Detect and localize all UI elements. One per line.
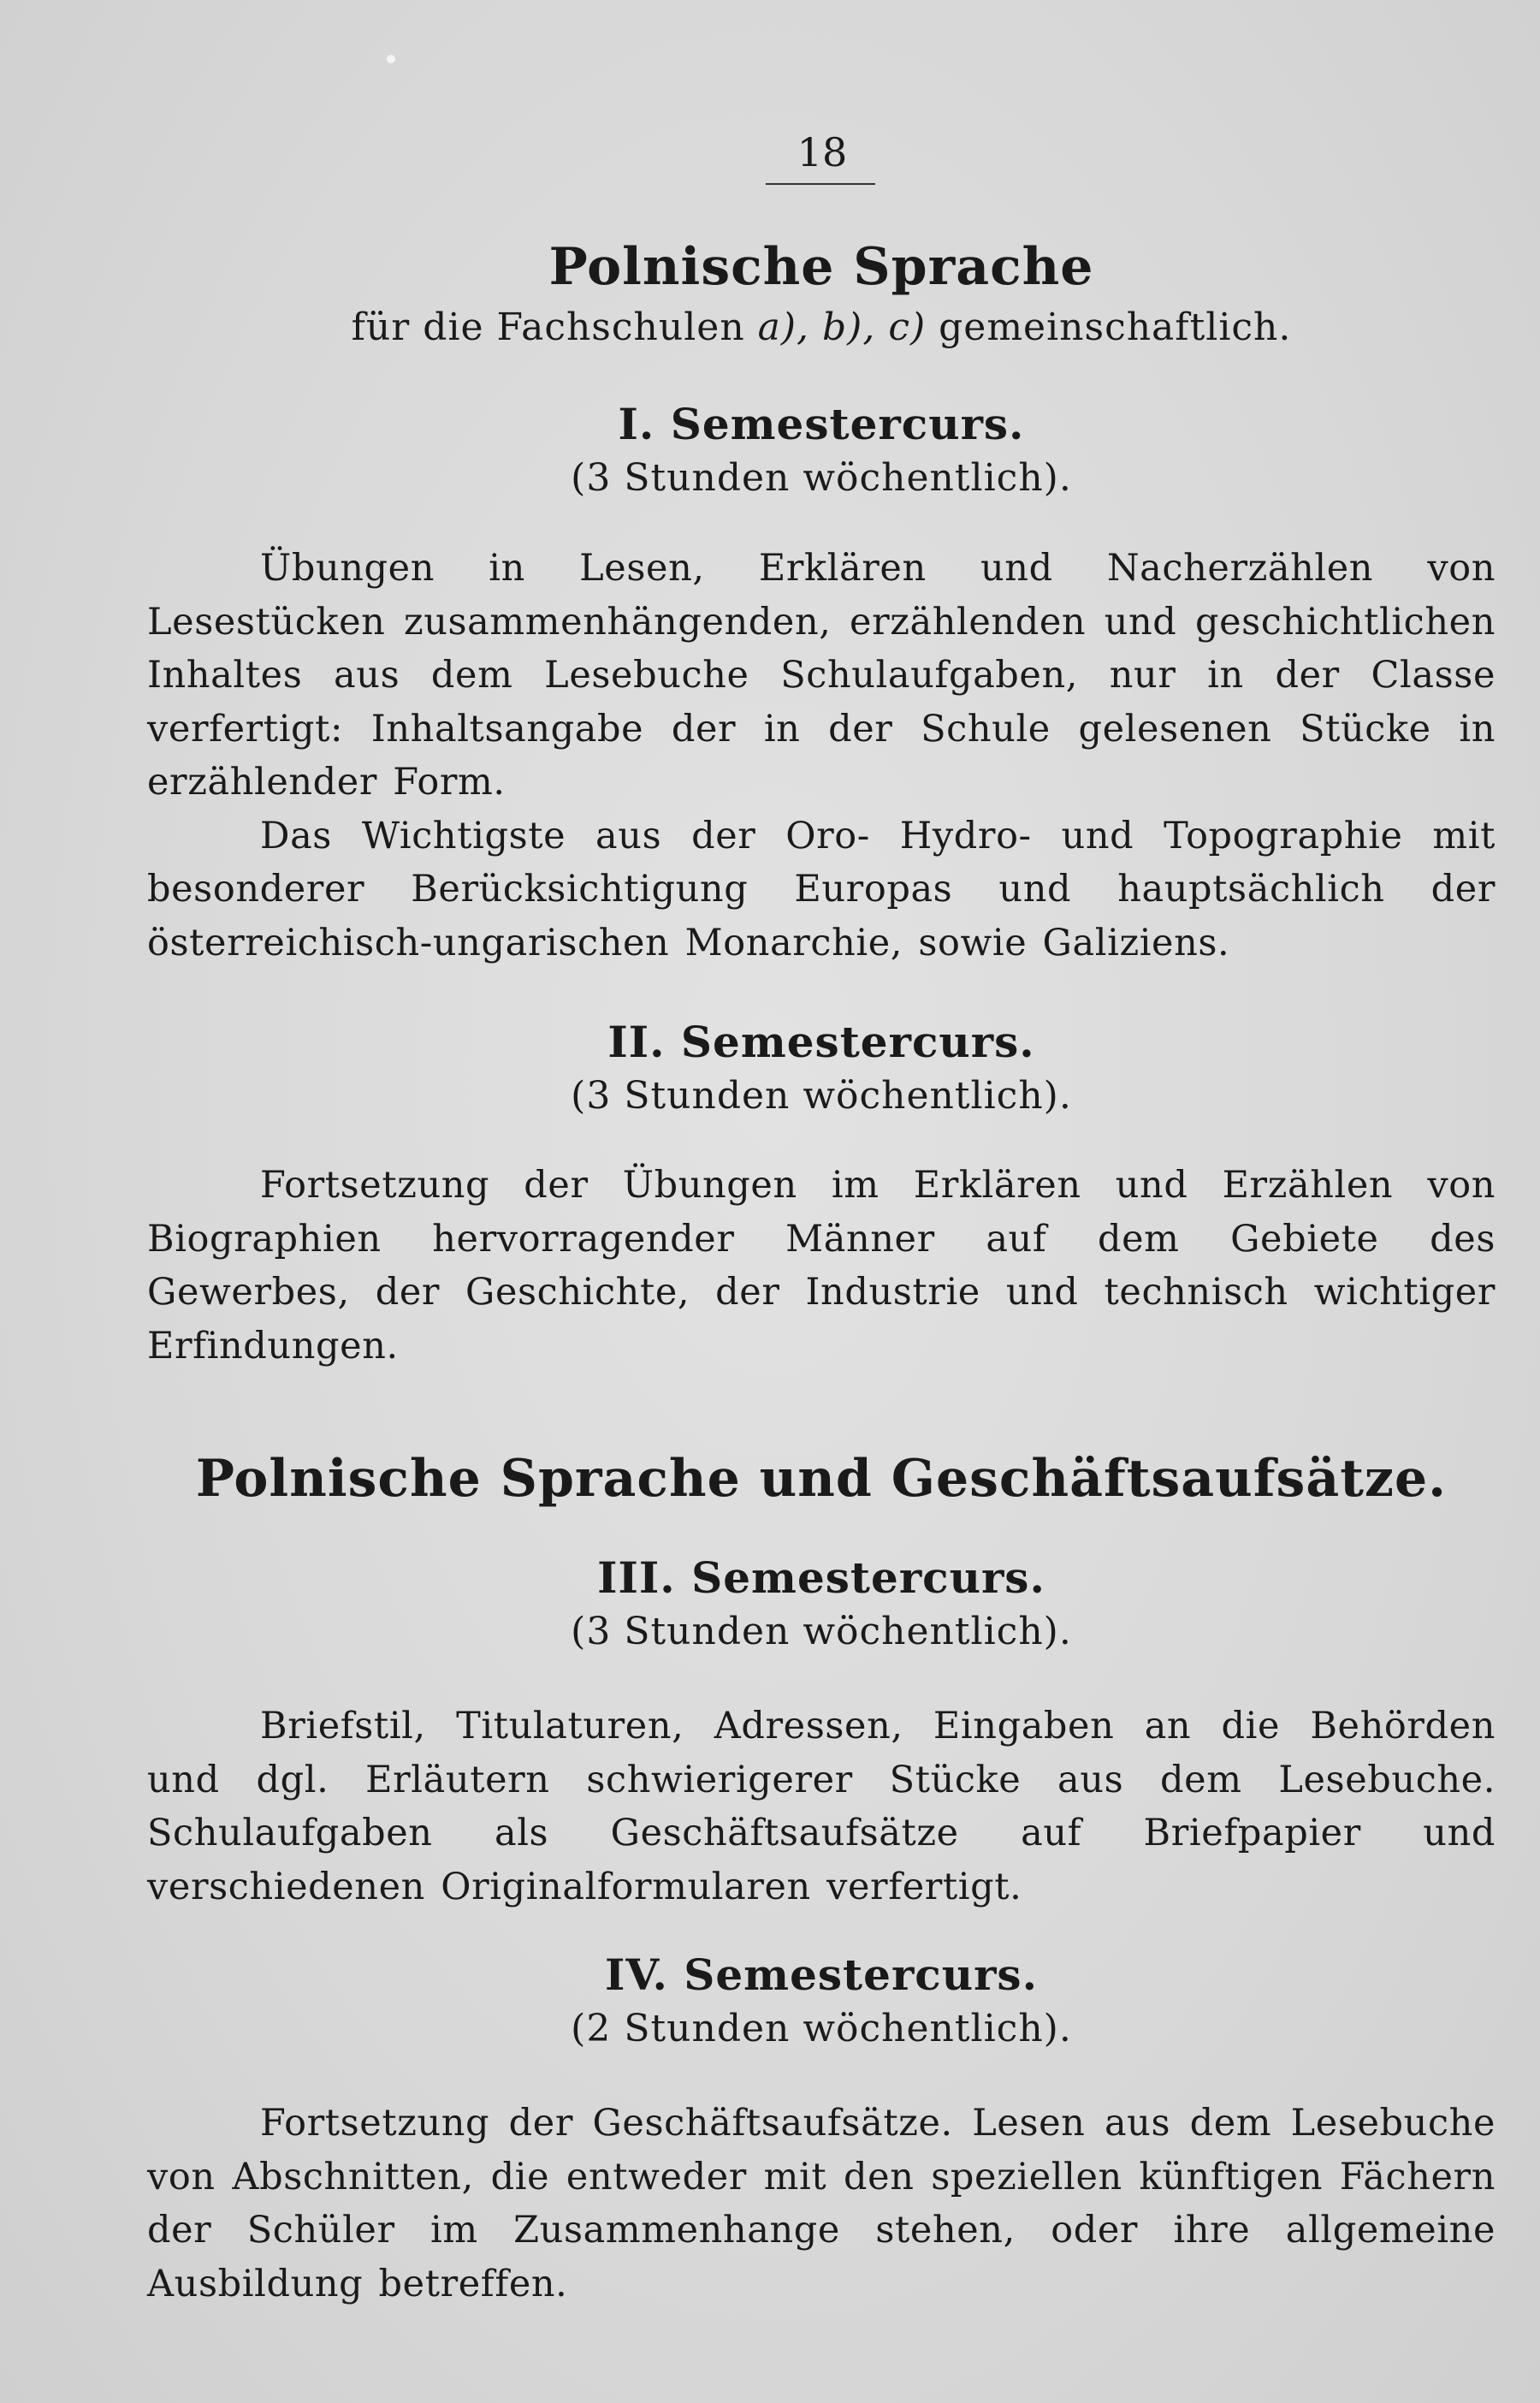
semester-1-body	[147, 542, 1496, 970]
section-1-subtitle	[147, 301, 1496, 354]
semester-2	[147, 1015, 1496, 1123]
section-2-title: Polnische Sprache und Geschäftsaufsätze.	[195, 1449, 1448, 1509]
section-1-header	[147, 233, 1496, 354]
semester-4	[147, 1948, 1496, 2056]
semester-3-hours: (3 Stunden wöchentlich).	[571, 1610, 1072, 1653]
semester-1-paragraph-2: Das Wichtigste aus der Oro- Hydro- und Topographie mit besonderer Berücksichtigung Europas und hauptsächlich der österreichisch-ungarischen Monarchie, sowie Galiziens.	[147, 814, 1496, 964]
semester-2-hours: (3 Stunden wöchentlich).	[571, 1074, 1072, 1118]
page-number-rule	[766, 183, 875, 185]
semester-2-body	[147, 1159, 1496, 1373]
semester-4-body	[147, 2097, 1496, 2311]
section-2-header	[147, 1445, 1496, 1513]
subtitle-prefix: für die Fachschulen	[351, 306, 758, 349]
semester-4-heading: IV. Semestercurs.	[605, 1949, 1038, 2000]
section-1-title: Polnische Sprache	[548, 237, 1094, 297]
subtitle-letters: a), b), c)	[757, 306, 927, 349]
semester-2-heading: II. Semestercurs.	[607, 1017, 1035, 1067]
semester-3-heading: III. Semestercurs.	[597, 1552, 1045, 1603]
semester-1	[147, 397, 1496, 505]
semester-3-paragraph: Briefstil, Titulaturen, Adressen, Eingaben an die Behörden und dgl. Erläutern schwierigerer Stücke aus dem Lesebuche. Schulaufgaben als Geschäftsaufsätze auf Briefpapier und verschiedenen Originalformularen verfertigt.	[147, 1705, 1496, 1908]
semester-4-hours: (2 Stunden wöchentlich).	[571, 2007, 1072, 2050]
semester-1-hours: (3 Stunden wöchentlich).	[571, 456, 1072, 500]
semester-4-paragraph: Fortsetzung der Geschäftsaufsätze. Lesen aus dem Lesebuche von Abschnitten, die entweder mit den speziellen künftigen Fächern der Schüler im Zusammenhange stehen, oder ihre allgemeine Ausbildung betreffen.	[147, 2102, 1496, 2305]
semester-1-paragraph-1: Übungen in Lesen, Erklären und Nacherzählen von Lesestücken zusammenhängenden, erzählenden und geschichtlichen Inhaltes aus dem Lesebuche Schulaufgaben, nur in der Classe verfertigt: Inhaltsangabe der in der Schule gelesenen Stücke in erzählender Form.	[147, 547, 1496, 804]
page-number: 18	[797, 129, 848, 175]
semester-1-heading: I. Semestercurs.	[618, 399, 1025, 449]
semester-2-paragraph: Fortsetzung der Übungen im Erklären und Erzählen von Biographien hervorragender Männer auf dem Gebiete des Gewerbes, der Geschichte, der Industrie und technisch wichtiger Erfindungen.	[147, 1164, 1496, 1368]
semester-3-body	[147, 1700, 1496, 1914]
paper-speck	[387, 55, 395, 63]
semester-3	[147, 1551, 1496, 1658]
subtitle-suffix: gemeinschaftlich.	[926, 306, 1292, 349]
